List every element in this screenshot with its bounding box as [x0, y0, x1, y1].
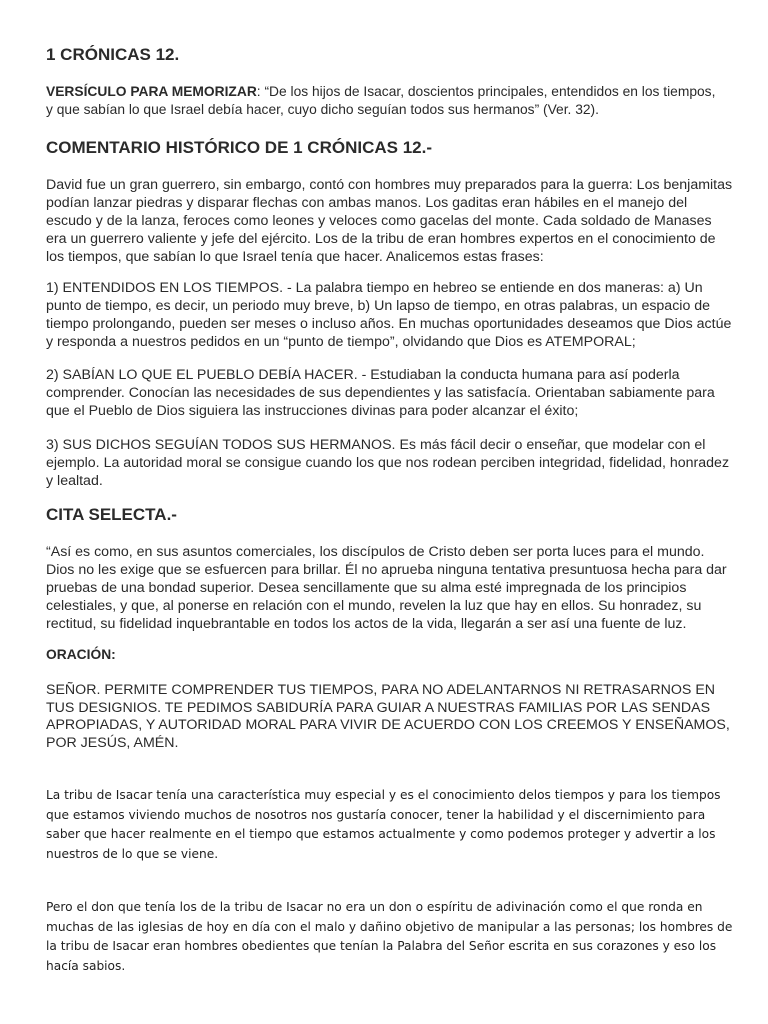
commentary-paragraph-3: 3) SUS DICHOS SEGUÍAN TODOS SUS HERMANOS. Es más fácil decir o enseñar, que modelar con el ejemplo. La autoridad moral se consigue cuando los que nos rodean perciben integridad, fidelidad, honradez y lealtad.	[46, 437, 730, 489]
quote-heading: CITA SELECTA.-	[46, 505, 177, 524]
commentary-heading: COMENTARIO HISTÓRICO DE 1 CRÓNICAS 12.-	[46, 138, 432, 157]
prayer-text: SEÑOR. PERMITE COMPRENDER TUS TIEMPOS, PARA NO ADELANTARNOS NI RETRASARNOS EN TUS DESIGNIOS. TE PEDIMOS SABIDURÍA PARA GUIAR A NUESTRAS FAMILIAS POR LAS SENDAS APROPIADAS, Y AUTORIDAD MORAL PARA VIVIR DE ACUERDO CON LOS CREEMOS Y ENSEÑAMOS, POR JESÚS, AMÉN.	[46, 682, 730, 751]
quote-text: “Así es como, en sus asuntos comerciales, los discípulos de Cristo deben ser porta luces para el mundo. Dios no les exige que se esfuercen para brillar. Él no aprueba ninguna tentativa presuntuosa hecha para dar pruebas de una bondad superior. Desea sencillamente que su alma esté impregnada de los principios celestiales, y que, al ponerse en relación con el mundo, revelen la luz que hay en ellos. Su honradez, su rectitud, su fidelidad inquebrantable en todos los actos de la vida, llegarán a ser así una fuente de luz.	[46, 544, 727, 632]
memory-verse	[46, 83, 726, 119]
commentary-paragraph-intro: David fue un gran guerrero, sin embargo, contó con hombres muy preparados para la guerra: Los benjamitas podían lanzar piedras y disparar flechas con ambas manos. Los gaditas eran hábiles en el manejo del escudo y de la lanza, feroces como leones y veloces como gacelas del monte. Cada soldado de Manases era un guerrero valiente y jefe del ejército. Los de la tribu de eran hombres expertos en el conocimiento de los tiempos, que sabían lo que Israel tenía que hacer. Analicemos estas frases:	[46, 177, 733, 265]
commentary-paragraph-2: 2) SABÍAN LO QUE EL PUEBLO DEBÍA HACER. - Estudiaban la conducta humana para así poderla comprender. Conocían las necesidades de sus dependientes y las satisfacía. Orientaban sabiamente para que el Pueblo de Dios siguiera las instrucciones divinas para poder alcanzar el éxito;	[46, 367, 715, 419]
memory-verse-text: : “De los hijos de Isacar, doscientos principales, entendidos en los tiempos, y que sabían lo que Israel debía hacer, cuyo dicho seguían todos sus hermanos” (Ver. 32).	[46, 84, 716, 117]
commentary-paragraph-1: 1) ENTENDIDOS EN LOS TIEMPOS. - La palabra tiempo en hebreo se entiende en dos maneras: a) Un punto de tiempo, es decir, un periodo muy breve, b) Un lapso de tiempo, en otras palabras, un espacio de tiempo prolongando, pueden ser meses o incluso años. En muchas oportunidades deseamos que Dios actúe y responda a nuestros pedidos en un “punto de tiempo”, olvidando que Dios es ATEMPORAL;	[46, 280, 732, 350]
note-paragraph-2: Pero el don que tenía los de la tribu de Isacar no era un don o espíritu de adivinación como el que ronda en muchas de las iglesias de hoy en día con el malo y dañino objetivo de manipular a las personas; los hombres de la tribu de Isacar eran hombres obedientes que tenían la Palabra del Señor escrita en sus corazones y eso los hacía sabios.	[46, 900, 733, 973]
note-paragraph-1: La tribu de Isacar tenía una característica muy especial y es el conocimiento delos tiempos y para los tiempos que estamos viviendo muchos de nosotros nos gustaría conocer, tener la habilidad y el discernimiento para saber que hacer realmente en el tiempo que estamos actualmente y como podemos proteger y advertir a los nuestros de lo que se viene.	[46, 788, 721, 861]
prayer-heading: ORACIÓN:	[46, 647, 116, 662]
document-title: 1 CRÓNICAS 12.	[46, 45, 180, 64]
memory-verse-label: VERSÍCULO PARA MEMORIZAR	[46, 84, 257, 99]
